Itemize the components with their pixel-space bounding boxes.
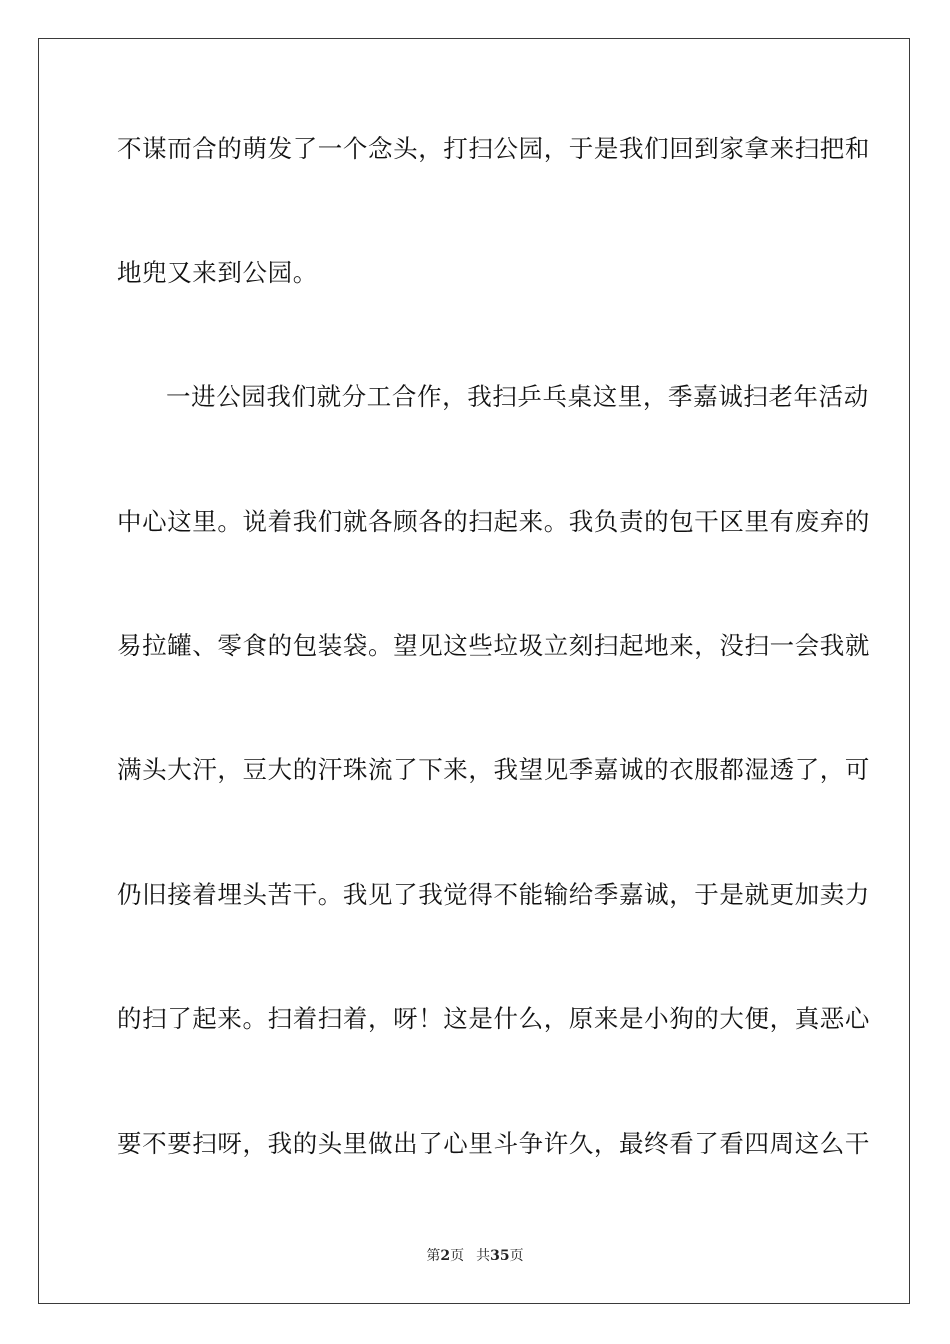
text-line-6: 满头大汗，豆大的汗珠流了下来，我望见季嘉诚的衣服都湿透了，可 xyxy=(117,755,870,784)
page-border xyxy=(38,38,910,1304)
total-pages: 35 xyxy=(490,1248,510,1264)
page-prefix: 第 xyxy=(426,1248,441,1264)
text-line-5: 易拉罐、零食的包装袋。望见这些垃圾立刻扫起地来，没扫一会我就 xyxy=(117,631,870,660)
page-number: 2 xyxy=(440,1248,451,1264)
text-line-1: 不谋而合的萌发了一个念头，打扫公园，于是我们回到家拿来扫把和 xyxy=(117,134,870,163)
text-line-7: 仍旧接着埋头苦干。我见了我觉得不能输给季嘉诚，于是就更加卖力 xyxy=(117,880,870,909)
text-line-8: 的扫了起来。扫着扫着，呀！这是什么，原来是小狗的大便，真恶心 xyxy=(117,1004,870,1033)
total-suffix: 页 xyxy=(509,1248,524,1264)
total-prefix: 共 xyxy=(476,1248,491,1264)
page-suffix: 页 xyxy=(450,1248,465,1264)
text-line-4: 中心这里。说着我们就各顾各的扫起来。我负责的包干区里有废弃的 xyxy=(117,507,870,536)
page-footer xyxy=(0,1246,950,1266)
text-line-9: 要不要扫呀，我的头里做出了心里斗争许久，最终看了看四周这么干 xyxy=(117,1129,870,1158)
text-line-3: 一进公园我们就分工合作，我扫乒乓桌这里，季嘉诚扫老年活动 xyxy=(166,382,869,411)
text-line-2: 地兜又来到公园。 xyxy=(117,258,318,287)
